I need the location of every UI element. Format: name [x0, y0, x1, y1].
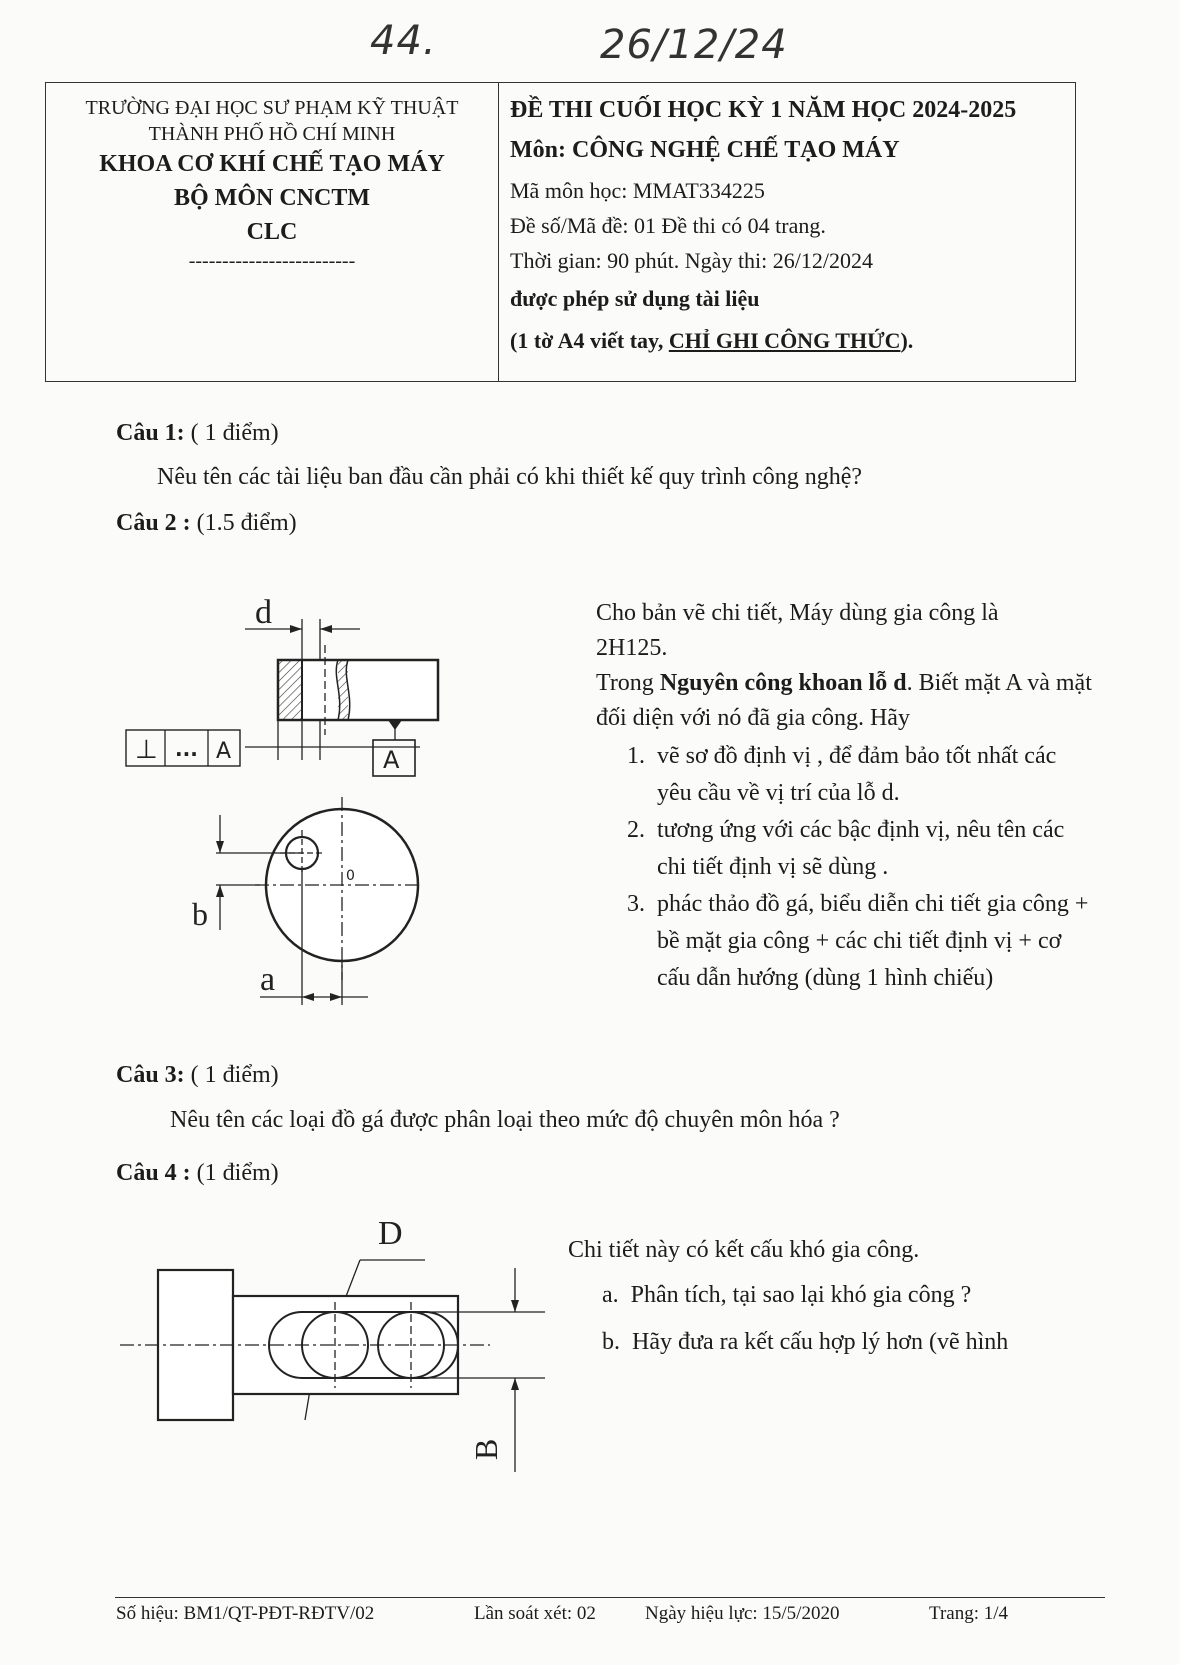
department-name: BỘ MÔN CNCTM	[174, 185, 370, 211]
question-4-figure	[120, 1210, 560, 1480]
label-D: D	[378, 1215, 403, 1252]
svg-text:...: ...	[175, 737, 198, 761]
question-4-item-b: b. Hãy đưa ra kết cấu hợp lý hơn (vẽ hình	[602, 1329, 1009, 1355]
subject-name: Môn: CÔNG NGHỆ CHẾ TẠO MÁY	[510, 137, 900, 163]
geometric-tolerance-frame	[126, 730, 240, 766]
header-left	[46, 83, 499, 381]
program-name: CLC	[246, 219, 298, 245]
footer-page-number: Trang: 1/4	[929, 1603, 1009, 1624]
question-2-task-list	[596, 738, 1091, 997]
label-d: d	[255, 594, 272, 631]
svg-text:A: A	[216, 739, 232, 764]
materials-note: (1 tờ A4 viết tay, CHỈ GHI CÔNG THỨC).	[510, 328, 914, 353]
question-1-text: Nêu tên các tài liệu ban đầu cần phải có khi thiết kế quy trình công nghệ?	[157, 464, 863, 490]
question-2-intro: Cho bản vẽ chi tiết, Máy dùng gia công là 2H125.	[596, 600, 999, 661]
header-separator: -------------------------	[188, 250, 356, 272]
question-4-task-list	[602, 1272, 1092, 1366]
handwritten-date: 26/12/24	[600, 22, 788, 68]
footer-divider	[115, 1597, 1105, 1598]
svg-text:⊥: ⊥	[135, 735, 158, 765]
question-3-text: Nêu tên các loại đồ gá được phân loại theo mức độ chuyên môn hóa ?	[170, 1107, 840, 1133]
label-center-o: 0	[346, 868, 355, 884]
question-1-heading: Câu 1: ( 1 điểm)	[116, 420, 279, 446]
question-2-item-2: 2. tương ứng với các bậc định vị, nêu tên các chi tiết định vị sẽ dùng .	[651, 812, 1091, 886]
exam-title: ĐỀ THI CUỐI HỌC KỲ 1 NĂM HỌC 2024-2025	[510, 97, 1017, 123]
question-4-item-a: a. Phân tích, tại sao lại khó gia công ?	[602, 1282, 972, 1308]
question-3-heading: Câu 3: ( 1 điểm)	[116, 1062, 279, 1088]
materials-allowed: được phép sử dụng tài liệu	[510, 286, 760, 311]
datum-label-a: A	[383, 746, 400, 774]
university-line2: THÀNH PHỐ HỒ CHÍ MINH	[148, 123, 396, 145]
question-2-heading: Câu 2 : (1.5 điểm)	[116, 510, 297, 536]
question-2-task-paragraph: Trong Nguyên công khoan lỗ d. Biết mặt A và mặt đối diện với nó đã gia công. Hãy	[596, 670, 1092, 731]
university-line1: TRƯỜNG ĐẠI HỌC SƯ PHẠM KỸ THUẬT	[85, 97, 459, 119]
footer-form-code: Số hiệu: BM1/QT-PĐT-RĐTV/02	[116, 1603, 375, 1624]
exam-code: Đề số/Mã đề: 01 Đề thi có 04 trang.	[510, 213, 826, 238]
label-B: B	[468, 1438, 504, 1460]
question-4-intro: Chi tiết này có kết cấu khó gia công.	[568, 1237, 920, 1263]
formula-only-note: CHỈ GHI CÔNG THỨC	[668, 328, 901, 353]
question-2-item-1: 1. vẽ sơ đồ định vị , để đảm bảo tốt nhất các yêu cầu về vị trí của lỗ d.	[651, 738, 1091, 812]
footer-effective-date: Ngày hiệu lực: 15/5/2020	[645, 1603, 840, 1624]
label-b: b	[192, 896, 208, 932]
footer-revision: Lần soát xét: 02	[474, 1603, 596, 1624]
question-2-figure	[120, 585, 460, 1015]
header-right	[498, 83, 1075, 381]
question-4-heading: Câu 4 : (1 điểm)	[116, 1160, 279, 1186]
course-code: Mã môn học: MMAT334225	[510, 178, 765, 203]
faculty-name: KHOA CƠ KHÍ CHẾ TẠO MÁY	[99, 151, 445, 177]
question-2-item-3: 3. phác thảo đồ gá, biểu diễn chi tiết gia công + bề mặt gia công + các chi tiết định vị + cơ cấu dẫn hướng (dùng 1 hình chiếu)	[651, 886, 1091, 997]
exam-header	[45, 82, 1076, 382]
label-a: a	[260, 961, 276, 998]
exam-time: Thời gian: 90 phút. Ngày thi: 26/12/2024	[510, 248, 873, 273]
handwritten-number: 44.	[370, 18, 437, 64]
